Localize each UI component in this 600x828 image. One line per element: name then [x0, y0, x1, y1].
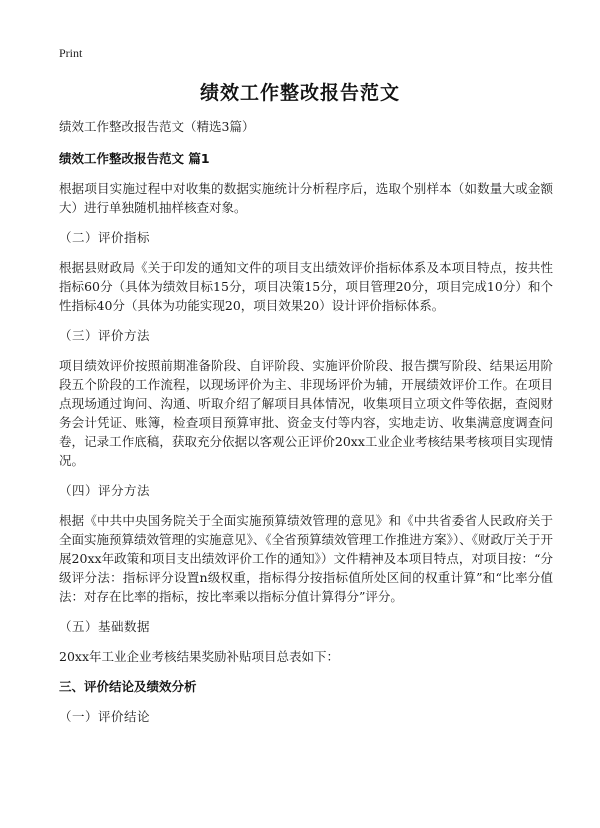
evaluation-indicators-paragraph: 根据县财政局《关于印发的通知文件的项目支出绩效评价指标体系及本项目特点，按共性指标60分（具体为绩效目标15分，项目决策15分，项目管理20分，项目完成10分）和个性指标40分（具体为功能实现20，项目效果20）设计评价指标体系。 [59, 260, 553, 313]
print-link[interactable]: Print [59, 46, 83, 60]
intro-paragraph: 根据项目实施过程中对收集的数据实施统计分析程序后，选取个别样本（如数量大或金额大）进行单独随机抽样核查对象。 [59, 181, 553, 215]
part-heading: 绩效工作整改报告范文 篇1 [59, 151, 210, 166]
section-heading-evaluation-indicators: （二）评价指标 [59, 230, 151, 245]
page-title: 绩效工作整改报告范文 [199, 82, 400, 104]
section-heading-scoring-methods: （四）评分方法 [59, 483, 151, 498]
document-body [59, 117, 553, 737]
section-heading-evaluation-conclusion: （一）评价结论 [59, 709, 151, 724]
basic-data-paragraph: 20xx年工业企业考核结果奖励补贴项目总表如下： [59, 649, 340, 664]
evaluation-methods-paragraph: 项目绩效评价按照前期准备阶段、自评阶段、实施评价阶段、报告撰写阶段、结果运用阶段五个阶段的工作流程，以现场评价为主、非现场评价为辅，开展绩效评价工作。在项目点现场通过询问、沟通、听取介绍了解项目具体情况，收集项目立项文件等依据，查阅财务会计凭证、账簿，检查项目预算审批、资金支付等内容，实地走访、收集满意度调查问卷，记录工作底稿，获取充分依据以客观公正评价20xx工业企业考核结果考核项目实现情况。 [59, 358, 553, 468]
scoring-methods-paragraph: 根据《中共中央国务院关于全面实施预算绩效管理的意见》和《中共省委省人民政府关于全面实施预算绩效管理的实施意见》、《全省预算绩效管理工作推进方案》）、《财政厅关于开展20xx年政策和项目支出绩效评价工作的通知》）文件精神及本项目特点，对项目按：“分级评分法：指标评分设置n级权重，指标得分按指标值所处区间的权重计算”和“比率分值法：对存在比率的指标，按比率乘以指标分值计算得分”评分。 [59, 513, 553, 604]
section-heading-evaluation-methods: （三）评价方法 [59, 328, 151, 343]
document-subtitle: 绩效工作整改报告范文（精选3篇） [59, 119, 255, 134]
part3-heading: 三、评价结论及绩效分析 [59, 679, 197, 694]
section-heading-basic-data: （五）基础数据 [59, 619, 151, 634]
